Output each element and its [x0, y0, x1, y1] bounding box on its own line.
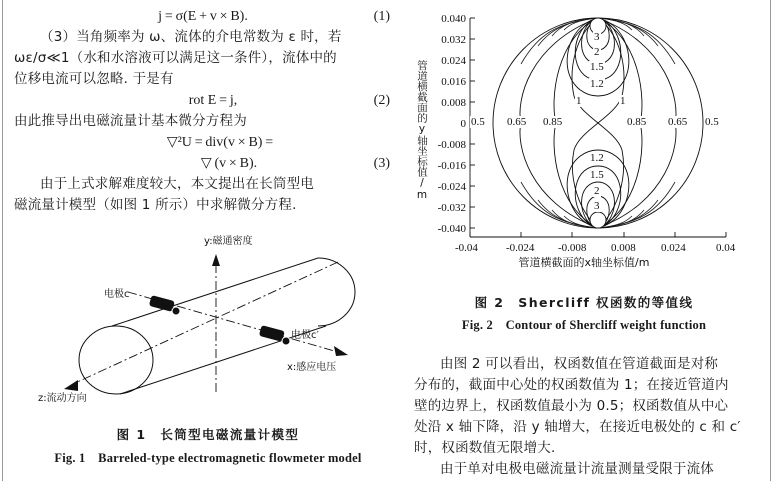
electrode-c-prime-pin: [259, 325, 285, 342]
contour-label-bottom-3: 3: [594, 200, 600, 212]
right-paragraph-line-6: 由于单对电极电磁流量计流量测量受限于流体: [440, 461, 714, 477]
paragraph-3-line-1: （3）当角频率为 ω、流体的介电常数为 ε 时，若: [40, 29, 342, 45]
electrode-c-prime-body: [259, 325, 290, 345]
chart-ytick-8: -0.024: [437, 181, 466, 193]
contour-label-top-1p5: 1.5: [590, 61, 604, 73]
contour-label-right-0p5: 0.5: [705, 116, 719, 128]
equation-3-number: (3): [373, 156, 390, 171]
figure-1-caption-en: Fig. 1 Barreled-type electromagnetic flowmeter model: [54, 451, 362, 465]
figure-1-drawing: [8, 232, 400, 404]
chart-ytick-1: 0.032: [441, 34, 466, 46]
figure-1-label-y-axis: y:磁通密度: [204, 236, 253, 247]
chart-ytick-2: 0.024: [441, 55, 466, 67]
figure-1-label-electrode-c-prime: 电极c′: [291, 330, 319, 341]
figure-1-label-electrode-c: 电极c: [104, 289, 130, 300]
contour-label-top-1-right: 1: [620, 95, 626, 107]
chart-ytick-3: 0.016: [441, 76, 466, 88]
chart-ytick-7: -0.016: [437, 160, 466, 172]
figure-2-caption-zh: 图 2 Shercliff 权函数的等值线: [474, 295, 694, 310]
contour-label-right-0p85: 0.85: [627, 116, 647, 128]
axis-y-group: [212, 254, 220, 392]
contour-label-left-0p85: 0.85: [543, 116, 563, 128]
equation-3a-body: ▽²U = div(v × B) =: [166, 135, 274, 150]
contour-label-left-0p65: 0.65: [507, 116, 527, 128]
contour-label-bottom-1p2: 1.2: [590, 152, 604, 164]
electrode-c-prime-tip: [282, 337, 290, 345]
paragraph-3-line-3: 位移电流可以忽略. 于是有: [14, 71, 174, 87]
equation-1-body: j = σ(E + v × B).: [158, 9, 248, 24]
contour-label-top-1: 1: [576, 95, 582, 107]
contour-label-bottom-2: 2: [594, 185, 600, 197]
contour-label-right-0p65: 0.65: [668, 116, 688, 128]
chart-xtick-3: 0.008: [611, 242, 636, 254]
chart-xtick-1: -0.024: [506, 242, 535, 254]
paragraph-derivation: 由此推导出电磁流量计基本微分方程为: [14, 113, 247, 129]
contour-label-left-0p5: 0.5: [471, 116, 485, 128]
equation-2-body: rot E = j,: [188, 93, 238, 108]
equation-2-line: [14, 90, 392, 111]
paragraph-model-line-2: 磁流量计模型（如图 1 所示）中求解微分方程.: [14, 197, 297, 213]
chart-ytick-9: -0.032: [437, 202, 466, 214]
chart-xtick-0: -0.04: [455, 242, 478, 254]
contour-label-top-1p2: 1.2: [590, 78, 604, 90]
electrode-c-tip: [172, 307, 180, 315]
paragraph-3-line-2: ωε/σ≪1（水和水溶液可以满足这一条件），流体中的: [14, 50, 337, 66]
right-paragraph-line-5: 时，权函数值无限增大.: [414, 440, 556, 456]
chart-xtick-5: 0.04: [716, 242, 736, 254]
figure-1-caption-zh: 图 1 长筒型电磁流量计模型: [116, 427, 300, 442]
chart-ytick-10: -0.040: [437, 223, 466, 235]
figure-1-label-z-axis: z:流动方向: [38, 393, 87, 404]
paragraph-model-line-1: 由于上式求解难度较大，本文提出在长筒型电: [40, 176, 314, 192]
equation-3b-line: [14, 153, 392, 174]
contour-label-top-2: 2: [594, 46, 600, 58]
electrode-singularity-bottom: [590, 212, 606, 228]
axis-x-arrow: [334, 346, 348, 356]
axis-y-arrow: [212, 254, 220, 266]
figure-1: [8, 232, 400, 404]
right-paragraph-line-2: 分布的，截面中心处的权函数值为 1；在接近管道内: [414, 377, 729, 393]
equation-1-line: [14, 6, 392, 27]
chart-ytick-6: -0.008: [437, 139, 466, 151]
chart-ytick-5: 0: [460, 118, 466, 130]
figure-2-caption-en: Fig. 2 Contour of Shercliff weight function: [461, 318, 707, 332]
chart-ytick-0: 0.040: [441, 13, 466, 25]
chart-ytick-4: 0.008: [441, 97, 466, 109]
equation-2-number: (2): [373, 93, 390, 108]
page-right-rule: [770, 0, 771, 481]
chart-xtick-2: -0.008: [558, 242, 587, 254]
equation-3b-body: ▽ (v × B).: [200, 156, 258, 171]
contour-label-top-3: 3: [594, 31, 600, 43]
left-column: [14, 6, 392, 216]
right-paragraph-line-1: 由图 2 可以看出，权函数值在管道截面是对称: [440, 356, 719, 372]
chart-x-axis-title: 管道横截面的x轴坐标值/m: [518, 256, 650, 269]
figure-2-chart: [408, 4, 760, 286]
right-paragraph-line-4: 处沿 x 轴下降，沿 y 轴增大，在接近电极处的 c 和 c′: [414, 419, 741, 435]
cylinder-right-cap: [318, 258, 355, 326]
equation-1-number: (1): [373, 9, 390, 24]
chart-y-axis-title: 管道横截面的y轴坐标值/m: [416, 60, 428, 201]
page-left-rule: [2, 0, 3, 481]
figure-1-label-x-axis: x:感应电压: [287, 362, 337, 373]
contour-label-bottom-1p5: 1.5: [590, 169, 604, 181]
chart-x-ticks: [470, 232, 726, 237]
equation-3a-line: [14, 132, 392, 153]
cylinder-top-edge: [112, 258, 318, 326]
chart-xtick-4: 0.024: [661, 242, 686, 254]
right-paragraph-line-3: 壁的边界上，权函数值最小为 0.5；权函数值从中心: [414, 398, 729, 414]
right-column: [400, 0, 768, 481]
cylinder-left-cap: [79, 326, 153, 394]
right-column-body: [414, 354, 764, 480]
